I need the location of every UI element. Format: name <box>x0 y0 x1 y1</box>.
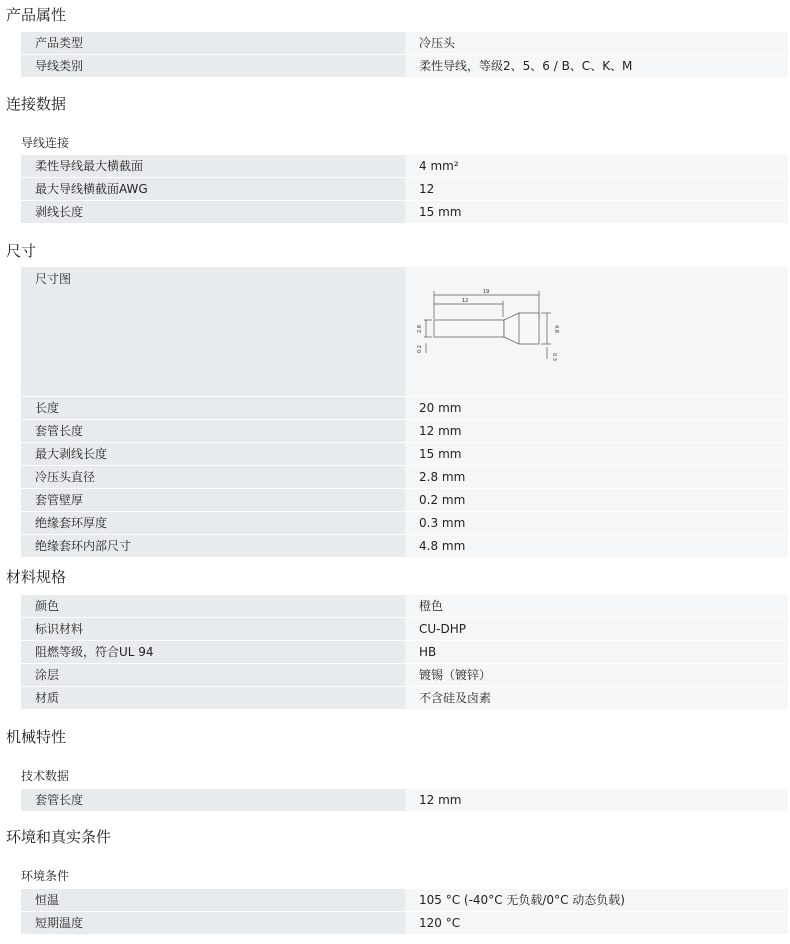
row-value: 4.8 mm <box>405 535 788 558</box>
row-value: 20 mm <box>405 397 788 420</box>
row-key: 套管长度 <box>21 420 405 443</box>
row-value: 橙色 <box>405 595 788 618</box>
dim-wall-thickness: 0.2 <box>417 345 423 353</box>
row-value: 15 mm <box>405 443 788 466</box>
ferrule-dimension-drawing <box>405 267 790 389</box>
row-key: 最大剥线长度 <box>21 443 405 466</box>
table-row <box>21 178 788 201</box>
row-key: 冷压头直径 <box>21 466 405 489</box>
dimension-drawing-cell <box>405 267 788 397</box>
table-row-diagram <box>21 267 788 397</box>
dim-collar-thickness: 0.3 <box>551 353 557 361</box>
table-row <box>21 535 788 558</box>
row-value: 0.2 mm <box>405 489 788 512</box>
table-row <box>21 687 788 710</box>
row-key: 绝缘套环厚度 <box>21 512 405 535</box>
table-row <box>21 397 788 420</box>
row-key: 涂层 <box>21 664 405 687</box>
row-key: 尺寸图 <box>21 267 405 397</box>
row-value: 不含硅及卤素 <box>405 687 788 710</box>
table-row <box>21 595 788 618</box>
row-key: 柔性导线最大横截面 <box>21 155 405 178</box>
subheading-wire-connection: 导线连接 <box>21 136 70 150</box>
row-value: 105 °C (-40°C 无负载/0°C 动态负载) <box>405 889 788 912</box>
row-key: 剥线长度 <box>21 201 405 224</box>
subheading-technical-data: 技术数据 <box>21 769 70 783</box>
product-table <box>21 31 788 78</box>
row-key: 标识材料 <box>21 618 405 641</box>
row-value: HB <box>405 641 788 664</box>
dim-collar-inner: 4.8 <box>553 325 559 333</box>
section-title-connection: 连接数据 <box>6 95 67 113</box>
table-row <box>21 466 788 489</box>
section-title-dimensions: 尺寸 <box>6 242 37 260</box>
table-row <box>21 55 788 78</box>
table-row <box>21 155 788 178</box>
row-value: CU-DHP <box>405 618 788 641</box>
dim-ferrule-diameter: 2.8 <box>417 325 423 333</box>
table-row <box>21 443 788 466</box>
row-value: 12 mm <box>405 789 788 812</box>
subheading-environment-conditions: 环境条件 <box>21 869 70 883</box>
row-value: 12 <box>405 178 788 201</box>
table-row <box>21 789 788 812</box>
row-key: 恒温 <box>21 889 405 912</box>
table-row <box>21 420 788 443</box>
row-key: 绝缘套环内部尺寸 <box>21 535 405 558</box>
row-value: 镀锡（镀锌） <box>405 664 788 687</box>
table-row <box>21 889 788 912</box>
section-title-product: 产品属性 <box>6 6 67 24</box>
material-table <box>21 594 788 710</box>
row-key: 材质 <box>21 687 405 710</box>
section-title-material: 材料规格 <box>6 568 67 586</box>
dim-total-length: 19 <box>483 289 490 295</box>
table-row <box>21 641 788 664</box>
environment-table <box>21 888 788 935</box>
row-key: 阻燃等级，符合UL 94 <box>21 641 405 664</box>
table-row <box>21 618 788 641</box>
row-value: 15 mm <box>405 201 788 224</box>
mechanical-table <box>21 788 788 812</box>
row-key: 套管壁厚 <box>21 489 405 512</box>
table-row <box>21 512 788 535</box>
row-key: 导线类别 <box>21 55 405 78</box>
dimensions-table <box>21 266 788 558</box>
table-row <box>21 912 788 935</box>
row-key: 产品类型 <box>21 32 405 55</box>
connection-table <box>21 154 788 224</box>
table-row <box>21 664 788 687</box>
row-key: 颜色 <box>21 595 405 618</box>
row-key: 短期温度 <box>21 912 405 935</box>
section-title-environment: 环境和真实条件 <box>6 828 112 846</box>
table-row <box>21 201 788 224</box>
row-value: 柔性导线，等级2、5、6 / B、C、K、M <box>405 55 788 78</box>
row-value: 2.8 mm <box>405 466 788 489</box>
row-value: 0.3 mm <box>405 512 788 535</box>
row-key: 长度 <box>21 397 405 420</box>
row-value: 冷压头 <box>405 32 788 55</box>
row-key: 套管长度 <box>21 789 405 812</box>
table-row <box>21 32 788 55</box>
section-title-mechanical: 机械特性 <box>6 728 67 746</box>
table-row <box>21 489 788 512</box>
dim-sleeve-length: 12 <box>462 298 469 304</box>
row-value: 4 mm² <box>405 155 788 178</box>
row-value: 120 °C <box>405 912 788 935</box>
row-value: 12 mm <box>405 420 788 443</box>
row-key: 最大导线横截面AWG <box>21 178 405 201</box>
